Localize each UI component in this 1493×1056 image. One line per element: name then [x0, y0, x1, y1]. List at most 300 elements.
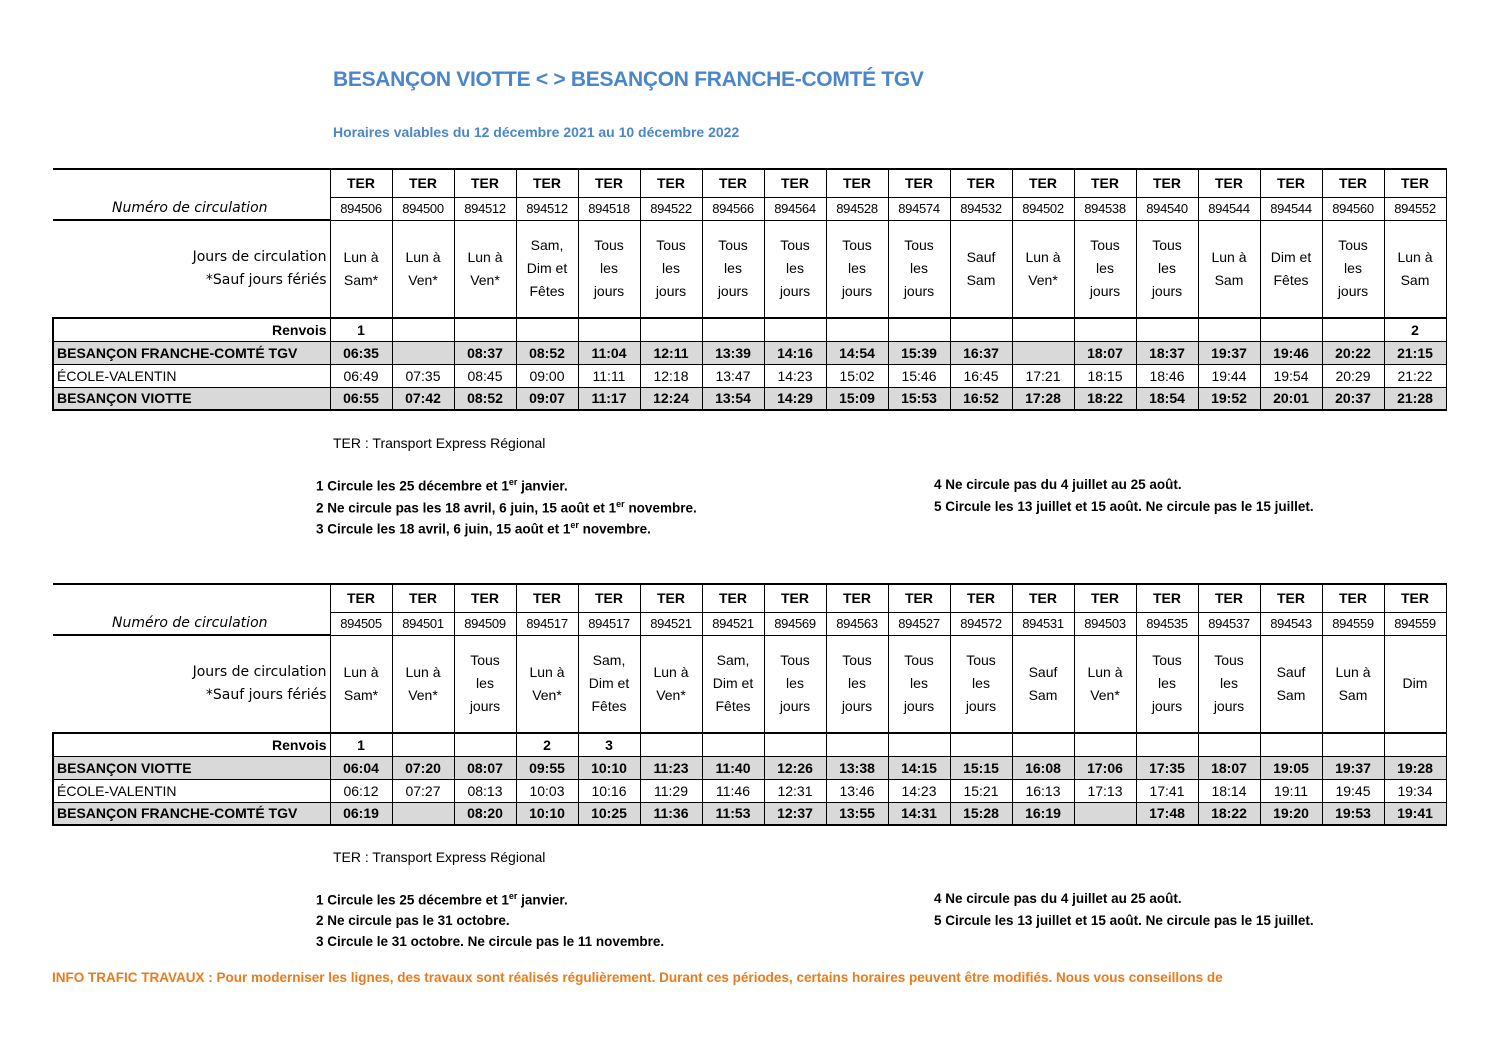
departure-time: 13:54: [702, 387, 764, 410]
days-line: Tous: [1214, 652, 1244, 669]
days-line: Ven*: [1028, 271, 1058, 288]
train-type: TER: [888, 169, 950, 197]
departure-time: 14:15: [888, 756, 950, 779]
renvoi-ref: [1136, 318, 1198, 341]
renvoi-ref: [516, 318, 578, 341]
train-number: 894517: [578, 612, 640, 635]
renvoi-ref: [1384, 733, 1446, 756]
departure-time: 21:15: [1384, 341, 1446, 364]
days-line: Tous: [1338, 237, 1368, 254]
departure-time: 20:22: [1322, 341, 1384, 364]
train-number: 894506: [330, 197, 392, 220]
train-type: TER: [950, 169, 1012, 197]
departure-time: 14:54: [826, 341, 888, 364]
train-type: TER: [454, 584, 516, 612]
train-type: TER: [826, 169, 888, 197]
departure-time: 08:20: [454, 802, 516, 825]
circulation-days: [392, 635, 454, 733]
days-line: Sam: [1028, 686, 1058, 703]
days-line: Tous: [966, 652, 996, 669]
departure-time: 18:46: [1136, 364, 1198, 387]
departure-time: 18:37: [1136, 341, 1198, 364]
departure-time: 17:41: [1136, 779, 1198, 802]
train-type: TER: [1012, 169, 1074, 197]
jours-label: [53, 635, 330, 733]
departure-time: 08:37: [454, 341, 516, 364]
circulation-days: [888, 635, 950, 733]
departure-time: 18:07: [1198, 756, 1260, 779]
train-number: 894522: [640, 197, 702, 220]
circulation-days: [1198, 220, 1260, 318]
train-number: 894517: [516, 612, 578, 635]
days-line: Tous: [1152, 237, 1182, 254]
days-line: jours: [469, 698, 501, 715]
train-number: 894574: [888, 197, 950, 220]
footnote-5: [934, 913, 1314, 928]
departure-time: 20:01: [1260, 387, 1322, 410]
departure-time: 06:19: [330, 802, 392, 825]
circulation-days: [330, 220, 392, 318]
train-number: 894566: [702, 197, 764, 220]
train-type: TER: [640, 169, 702, 197]
days-line: jours: [965, 698, 997, 715]
renvoi-ref: 2: [1384, 318, 1446, 341]
days-line: Ven*: [532, 686, 562, 703]
days-line: Tous: [718, 237, 748, 254]
departure-time: 09:07: [516, 387, 578, 410]
station-name: BESANÇON VIOTTE: [53, 756, 330, 779]
renvoi-ref: [764, 318, 826, 341]
departure-time: 14:23: [888, 779, 950, 802]
departure-time: [1074, 802, 1136, 825]
train-number: 894569: [764, 612, 826, 635]
days-line: Ven*: [408, 271, 438, 288]
departure-time: 15:15: [950, 756, 1012, 779]
circulation-days: [1074, 220, 1136, 318]
days-line: Fêtes: [591, 698, 627, 715]
days-line: Tous: [656, 237, 686, 254]
circulation-days: [1322, 635, 1384, 733]
renvoi-ref: [1260, 733, 1322, 756]
renvoi-ref: 1: [330, 318, 392, 341]
departure-time: 15:39: [888, 341, 950, 364]
days-line: Fêtes: [1273, 271, 1309, 288]
train-type: TER: [1136, 169, 1198, 197]
train-number: 894543: [1260, 612, 1322, 635]
departure-time: 08:52: [516, 341, 578, 364]
days-line: les: [786, 675, 804, 692]
station-name: BESANÇON FRANCHE-COMTÉ TGV: [53, 802, 330, 825]
jours-label: [53, 220, 330, 318]
footnote-sup: er: [508, 891, 518, 901]
circulation-days: [640, 635, 702, 733]
circulation-days: [702, 220, 764, 318]
days-line: Sam: [1400, 271, 1430, 288]
train-type: TER: [888, 584, 950, 612]
renvoi-ref: [578, 318, 640, 341]
departure-time: 16:45: [950, 364, 1012, 387]
departure-time: 11:23: [640, 756, 702, 779]
days-line: les: [1158, 675, 1176, 692]
departure-time: 07:35: [392, 364, 454, 387]
days-line: Lun à: [529, 663, 565, 680]
days-line: Ven*: [656, 686, 686, 703]
days-line: les: [1344, 260, 1362, 277]
train-type: TER: [1012, 584, 1074, 612]
renvois-label: Renvois: [53, 733, 330, 756]
departure-time: 20:29: [1322, 364, 1384, 387]
train-type: TER: [1260, 169, 1322, 197]
departure-time: 16:19: [1012, 802, 1074, 825]
timetable-tgv-to-viotte: [52, 583, 1447, 826]
departure-time: 19:44: [1198, 364, 1260, 387]
train-number: 894509: [454, 612, 516, 635]
days-line: les: [1220, 675, 1238, 692]
train-number: 894501: [392, 612, 454, 635]
footnote-after: novembre.: [578, 521, 651, 537]
days-line: Tous: [842, 652, 872, 669]
renvoi-ref: [888, 733, 950, 756]
departure-time: 16:37: [950, 341, 1012, 364]
departure-time: 19:28: [1384, 756, 1446, 779]
circulation-days: [764, 220, 826, 318]
days-line: jours: [903, 698, 935, 715]
days-line: Tous: [780, 237, 810, 254]
departure-time: 12:31: [764, 779, 826, 802]
train-number: 894538: [1074, 197, 1136, 220]
train-type: TER: [702, 169, 764, 197]
circulation-days: [1322, 220, 1384, 318]
departure-time: 08:13: [454, 779, 516, 802]
days-line: jours: [903, 283, 935, 300]
departure-time: 18:14: [1198, 779, 1260, 802]
renvoi-ref: [826, 733, 888, 756]
train-number: 894512: [454, 197, 516, 220]
days-line: Sam: [1214, 271, 1244, 288]
train-number: 894528: [826, 197, 888, 220]
days-line: Sam: [966, 271, 996, 288]
days-line: Lun à: [405, 663, 441, 680]
train-number: 894535: [1136, 612, 1198, 635]
days-line: jours: [1089, 283, 1121, 300]
departure-time: 19:54: [1260, 364, 1322, 387]
train-number: 894552: [1384, 197, 1446, 220]
renvoi-ref: [702, 318, 764, 341]
departure-time: 21:28: [1384, 387, 1446, 410]
renvoi-ref: [1322, 318, 1384, 341]
renvoi-ref: [1074, 318, 1136, 341]
train-type: TER: [1074, 584, 1136, 612]
footnote-2: [316, 913, 510, 928]
days-line: jours: [593, 283, 625, 300]
train-type: TER: [578, 169, 640, 197]
days-line: Lun à: [1397, 248, 1433, 265]
train-number: 894512: [516, 197, 578, 220]
renvoi-ref: [826, 318, 888, 341]
departure-time: 19:41: [1384, 802, 1446, 825]
renvoi-ref: [888, 318, 950, 341]
days-line: les: [848, 260, 866, 277]
departure-time: 19:53: [1322, 802, 1384, 825]
departure-time: 11:29: [640, 779, 702, 802]
train-number: 894531: [1012, 612, 1074, 635]
days-line: les: [910, 675, 928, 692]
circulation-days: [826, 220, 888, 318]
circulation-days: [1384, 220, 1446, 318]
footnote-number: 1: [316, 478, 324, 494]
departure-time: 20:37: [1322, 387, 1384, 410]
days-line: Lun à: [1025, 248, 1061, 265]
departure-time: 19:34: [1384, 779, 1446, 802]
departure-time: 10:10: [516, 802, 578, 825]
footnote-sup: er: [616, 498, 625, 509]
footnote-after: novembre.: [624, 500, 697, 515]
footnote-text: Circule les 25 décembre et 1: [327, 892, 509, 908]
days-line: jours: [1151, 283, 1183, 300]
train-type: TER: [1322, 169, 1384, 197]
departure-time: 13:47: [702, 364, 764, 387]
footnote-1: [316, 891, 568, 908]
days-line: les: [786, 260, 804, 277]
departure-time: 11:11: [578, 364, 640, 387]
footnote-number: 2: [316, 500, 324, 515]
departure-time: 06:04: [330, 756, 392, 779]
circulation-days: [1198, 635, 1260, 733]
train-type: TER: [826, 584, 888, 612]
days-line: Sauf: [1028, 663, 1058, 680]
departure-time: 17:06: [1074, 756, 1136, 779]
departure-time: 12:24: [640, 387, 702, 410]
days-line: Sam: [1276, 686, 1306, 703]
days-line: Tous: [470, 652, 500, 669]
departure-time: 15:02: [826, 364, 888, 387]
departure-time: 10:16: [578, 779, 640, 802]
departure-time: 13:39: [702, 341, 764, 364]
station-name: BESANÇON FRANCHE-COMTÉ TGV: [53, 341, 330, 364]
departure-time: 19:37: [1322, 756, 1384, 779]
train-type: TER: [1322, 584, 1384, 612]
departure-time: 18:07: [1074, 341, 1136, 364]
renvoi-ref: [764, 733, 826, 756]
days-line: Sauf: [966, 248, 996, 265]
days-line: Tous: [1152, 652, 1182, 669]
train-type: TER: [1074, 169, 1136, 197]
departure-time: 14:31: [888, 802, 950, 825]
departure-time: 08:07: [454, 756, 516, 779]
renvoi-ref: [950, 733, 1012, 756]
jours-label-text: Jours de circulation: [192, 249, 327, 265]
train-number: 894527: [888, 612, 950, 635]
renvoi-ref: [702, 733, 764, 756]
footnote-text: Ne circule pas du 4 juillet au 25 août.: [945, 477, 1182, 492]
days-line: Sam,: [716, 652, 750, 669]
train-type: TER: [702, 584, 764, 612]
train-number: 894505: [330, 612, 392, 635]
departure-time: 19:20: [1260, 802, 1322, 825]
footnote-number: 4: [934, 477, 942, 492]
numero-label: Numéro de circulation: [53, 612, 330, 635]
footnote-number: 1: [316, 892, 324, 908]
train-number: 894518: [578, 197, 640, 220]
departure-time: 17:13: [1074, 779, 1136, 802]
days-line: jours: [655, 283, 687, 300]
departure-time: 17:48: [1136, 802, 1198, 825]
footnote-sup: er: [570, 520, 579, 530]
circulation-days: [950, 220, 1012, 318]
days-line: les: [662, 260, 680, 277]
days-line: Sam,: [592, 652, 626, 669]
departure-time: 19:37: [1198, 341, 1260, 364]
numero-label: Numéro de circulation: [53, 197, 330, 220]
circulation-days: [826, 635, 888, 733]
footnote-text: Ne circule pas les 18 avril, 6 juin, 15 août et 1: [327, 500, 617, 515]
header-spacer: [53, 169, 330, 197]
days-line: jours: [1151, 698, 1183, 715]
renvoi-ref: 3: [578, 733, 640, 756]
departure-time: 18:22: [1198, 802, 1260, 825]
departure-time: 17:28: [1012, 387, 1074, 410]
footnote-number: 5: [934, 912, 942, 928]
departure-time: 19:46: [1260, 341, 1322, 364]
departure-time: 12:26: [764, 756, 826, 779]
validity-subtitle: Horaires valables du 12 décembre 2021 au 10 décembre 2022: [333, 124, 740, 140]
days-line: Lun à: [1087, 663, 1123, 680]
departure-time: 14:16: [764, 341, 826, 364]
days-line: Lun à: [1335, 663, 1371, 680]
circulation-days: [950, 635, 1012, 733]
circulation-days: [516, 220, 578, 318]
train-number: 894540: [1136, 197, 1198, 220]
train-type: TER: [1260, 584, 1322, 612]
renvoi-ref: [454, 318, 516, 341]
train-type: TER: [330, 169, 392, 197]
days-line: Tous: [594, 237, 624, 254]
train-type: TER: [1384, 169, 1446, 197]
days-line: jours: [841, 698, 873, 715]
jours-label-text: Jours de circulation: [192, 664, 327, 680]
days-line: les: [476, 675, 494, 692]
departure-time: [1012, 341, 1074, 364]
days-line: Sam: [1338, 686, 1368, 703]
circulation-days: [454, 635, 516, 733]
departure-time: 16:13: [1012, 779, 1074, 802]
renvoi-ref: [640, 733, 702, 756]
info-trafic-banner: INFO TRAFIC TRAVAUX : Pour moderniser les lignes, des travaux sont réalisés régulièrement. Durant ces périodes, certains horaires peuvent être modifiés. Nous vous conseillons de: [52, 970, 1223, 985]
train-type: TER: [1384, 584, 1446, 612]
footnote-number: 4: [934, 891, 942, 906]
circulation-days: [702, 635, 764, 733]
train-type: TER: [640, 584, 702, 612]
renvoi-ref: [1322, 733, 1384, 756]
circulation-days: [1136, 220, 1198, 318]
train-type: TER: [392, 169, 454, 197]
train-number: 894521: [640, 612, 702, 635]
footnote-after: janvier.: [517, 478, 568, 494]
days-line: Ven*: [408, 686, 438, 703]
departure-time: 21:22: [1384, 364, 1446, 387]
days-line: Tous: [780, 652, 810, 669]
renvoi-ref: [1074, 733, 1136, 756]
departure-time: 15:09: [826, 387, 888, 410]
train-type: TER: [516, 584, 578, 612]
circulation-days: [1136, 635, 1198, 733]
circulation-days: [1012, 220, 1074, 318]
days-line: Sam,: [530, 237, 564, 254]
departure-time: 07:42: [392, 387, 454, 410]
departure-time: 19:45: [1322, 779, 1384, 802]
circulation-days: [888, 220, 950, 318]
renvoi-ref: 1: [330, 733, 392, 756]
footnote-text: Circule les 25 décembre et 1: [327, 478, 509, 494]
renvoi-ref: [454, 733, 516, 756]
footnote-number: 5: [934, 498, 942, 514]
departure-time: 11:46: [702, 779, 764, 802]
days-line: Dim et: [1270, 248, 1312, 265]
renvoi-ref: [950, 318, 1012, 341]
train-type: TER: [764, 584, 826, 612]
departure-time: 17:21: [1012, 364, 1074, 387]
circulation-days: [1384, 635, 1446, 733]
departure-time: 13:38: [826, 756, 888, 779]
train-type: TER: [516, 169, 578, 197]
days-line: Ven*: [1090, 686, 1120, 703]
days-line: les: [600, 260, 618, 277]
days-line: Sam*: [343, 686, 379, 703]
train-number: 894572: [950, 612, 1012, 635]
footnote-text: Circule les 13 juillet et 15 août. Ne circule pas le 15 juillet.: [945, 912, 1314, 928]
departure-time: 14:29: [764, 387, 826, 410]
train-type: TER: [764, 169, 826, 197]
departure-time: 18:15: [1074, 364, 1136, 387]
departure-time: 09:55: [516, 756, 578, 779]
days-line: Sauf: [1276, 663, 1306, 680]
days-line: Lun à: [343, 663, 379, 680]
departure-time: 06:49: [330, 364, 392, 387]
departure-time: 19:11: [1260, 779, 1322, 802]
departure-time: 06:12: [330, 779, 392, 802]
footnote-3: [316, 520, 651, 537]
train-number: 894532: [950, 197, 1012, 220]
feries-label-text: *Sauf jours fériés: [205, 272, 327, 288]
footnote-text: Ne circule pas le 31 octobre.: [327, 912, 510, 928]
departure-time: 14:23: [764, 364, 826, 387]
footnote-number: 3: [316, 521, 324, 537]
renvoi-ref: [392, 318, 454, 341]
departure-time: 11:40: [702, 756, 764, 779]
days-line: Fêtes: [715, 698, 751, 715]
departure-time: 09:00: [516, 364, 578, 387]
days-line: Dim: [1402, 675, 1428, 692]
footnote-after: janvier.: [517, 892, 568, 908]
departure-time: 16:52: [950, 387, 1012, 410]
train-type: TER: [392, 584, 454, 612]
train-type: TER: [1198, 584, 1260, 612]
days-line: les: [848, 675, 866, 692]
departure-time: 15:46: [888, 364, 950, 387]
station-name: ÉCOLE-VALENTIN: [53, 779, 330, 802]
departure-time: 11:17: [578, 387, 640, 410]
departure-time: 13:55: [826, 802, 888, 825]
train-type: TER: [578, 584, 640, 612]
departure-time: 18:22: [1074, 387, 1136, 410]
legend-ter-1: TER : Transport Express Régional: [333, 435, 546, 451]
days-line: jours: [779, 698, 811, 715]
days-line: Lun à: [343, 248, 379, 265]
page-title: BESANÇON VIOTTE < > BESANÇON FRANCHE-COMTÉ TGV: [333, 68, 924, 91]
footnote-text: Circule le 31 octobre. Ne circule pas le 11 novembre.: [327, 934, 665, 949]
departure-time: 06:35: [330, 341, 392, 364]
departure-time: 11:53: [702, 802, 764, 825]
